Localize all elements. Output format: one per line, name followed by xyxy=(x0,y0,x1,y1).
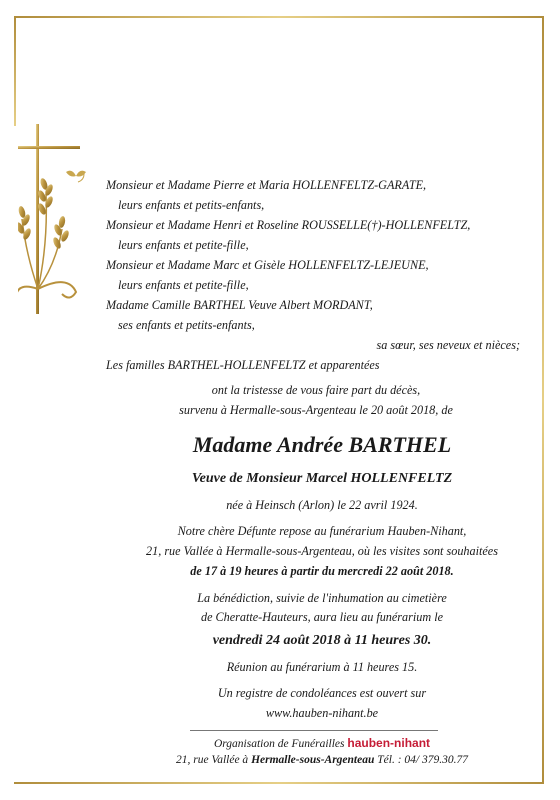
siblings-line: sa sœur, ses neveux et nièces; xyxy=(376,338,520,352)
footer-separator xyxy=(190,730,438,731)
widow-of: Veuve de Monsieur Marcel HOLLENFELTZ xyxy=(191,471,453,486)
footer-address-city: Hermalle-sous-Argenteau xyxy=(251,754,375,766)
repose-line-2: 21, rue Vallée à Hermalle-sous-Argenteau, où les visites sont souhaitées xyxy=(146,544,498,558)
footer-org-text: Organisation de Funérailles xyxy=(213,738,345,750)
repose-line-1: Notre chère Défunte repose au funérarium Hauben-Nihant, xyxy=(177,524,467,538)
blessing-line-1: La bénédiction, suivie de l'inhumation au cimetière xyxy=(197,591,447,605)
family-line-7: Madame Camille BARTHEL Veuve Albert MORDANT, xyxy=(106,298,373,312)
family-line-1: Monsieur et Madame Pierre et Maria HOLLENFELTZ-GARATE, xyxy=(106,178,427,192)
footer-organisation xyxy=(106,736,538,750)
frame-top-border xyxy=(14,16,544,18)
families-line: Les familles BARTHEL-HOLLENFELTZ et apparentées xyxy=(106,358,380,372)
frame-left-border xyxy=(14,16,16,126)
announcement-line-1: ont la tristesse de vous faire part du décès, xyxy=(211,383,421,397)
blessing-line-2: de Cheratte-Hauteurs, aura lieu au funérarium le xyxy=(200,610,444,624)
footer-address-prefix: 21, rue Vallée à xyxy=(176,754,249,766)
birth-line: née à Heinsch (Arlon) le 22 avril 1924. xyxy=(226,498,418,512)
footer-phone: Tél. : 04/ 379.30.77 xyxy=(377,754,468,766)
announcement-line-2: survenu à Hermalle-sous-Argenteau le 20 août 2018, de xyxy=(179,403,453,417)
family-line-2: leurs enfants et petits-enfants, xyxy=(118,198,265,212)
family-line-5: Monsieur et Madame Marc et Gisèle HOLLENFELTZ-LEJEUNE, xyxy=(106,258,429,272)
family-line-6: leurs enfants et petite-fille, xyxy=(118,278,249,292)
frame-bottom-border xyxy=(14,782,544,784)
family-line-4: leurs enfants et petite-fille, xyxy=(118,238,249,252)
deceased-name: Madame Andrée BARTHEL xyxy=(192,432,452,457)
cross-wheat-icon xyxy=(18,124,98,314)
footer-brand: hauben-nihant xyxy=(347,736,431,750)
family-line-3: Monsieur et Madame Henri et Roseline ROUSSELLE(†)-HOLLENFELTZ, xyxy=(106,218,471,232)
footer-address xyxy=(106,754,538,766)
frame-right-border xyxy=(542,16,544,784)
family-line-8: ses enfants et petits-enfants, xyxy=(118,318,255,332)
registry-url: www.hauben-nihant.be xyxy=(265,706,379,720)
ceremony-date: vendredi 24 août 2018 à 11 heures 30. xyxy=(212,633,432,648)
visit-hours: de 17 à 19 heures à partir du mercredi 22 août 2018. xyxy=(190,564,454,578)
registry-line-1: Un registre de condoléances est ouvert sur xyxy=(217,686,427,700)
gathering-line: Réunion au funérarium à 11 heures 15. xyxy=(226,660,418,674)
